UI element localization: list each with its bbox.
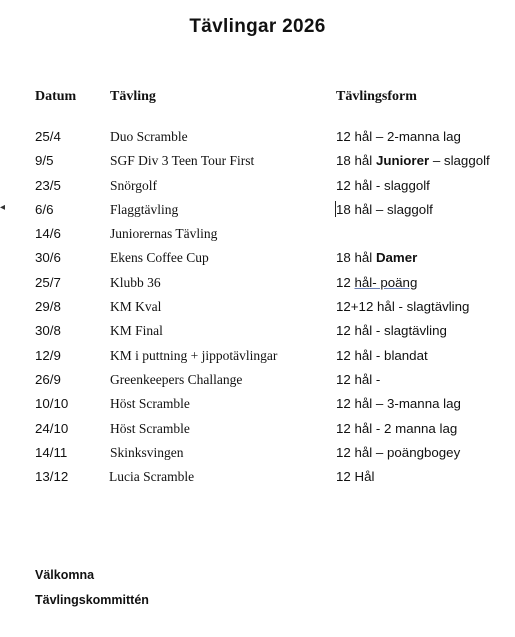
date-cell: 10/10	[35, 396, 69, 412]
table-row	[0, 198, 515, 222]
date-cell: 13/12	[35, 469, 69, 485]
date-cell: 24/10	[35, 420, 69, 436]
competition-cell: Ekens Coffee Cup	[110, 250, 209, 266]
competition-cell: Juniorernas Tävling	[110, 226, 218, 242]
competition-cell: Lucia Scramble	[109, 469, 195, 485]
table-row	[0, 465, 515, 489]
competition-cell: KM Kval	[110, 299, 162, 315]
date-cell: 14/6	[35, 226, 61, 242]
margin-mark-icon: ◂	[0, 201, 6, 213]
format-cell: 12 hål -	[336, 371, 381, 387]
date-cell: 9/5	[35, 153, 54, 169]
format-cell: 12 hål – poängbogey	[336, 444, 461, 460]
header-format: Tävlingsform	[336, 89, 417, 104]
date-cell: 30/6	[35, 250, 61, 266]
date-cell: 12/9	[35, 347, 61, 363]
format-cell: 12 hål – 2-manna lag	[336, 129, 461, 144]
format-cell: 12 hål - slaggolf	[336, 177, 430, 193]
date-cell: 14/11	[35, 444, 68, 460]
competition-cell: SGF Div 3 Teen Tour First	[110, 153, 255, 169]
table-row	[0, 392, 515, 416]
format-cell: 18 hål Damer	[336, 250, 418, 266]
format-cell: 12 hål - blandat	[336, 347, 428, 363]
table-row	[0, 368, 515, 392]
competition-cell: Duo Scramble	[110, 129, 188, 144]
date-cell: 25/4	[35, 129, 61, 144]
competition-cell: KM Final	[110, 323, 163, 339]
table-row	[0, 271, 515, 295]
format-cell: 12 Hål	[336, 469, 375, 485]
competition-cell: Höst Scramble	[110, 396, 190, 412]
table-row	[0, 246, 515, 270]
table-row	[0, 319, 515, 343]
format-cell: 12 hål - slagtävling	[336, 323, 447, 339]
competition-cell: KM i puttning + jippotävlingar	[110, 347, 278, 363]
format-bold-text: Juniorer	[375, 153, 430, 169]
header-competition: Tävling	[110, 89, 156, 104]
competition-cell: Höst Scramble	[110, 420, 190, 436]
schedule-table	[0, 125, 515, 489]
format-cell: 18 hål Juniorer – slaggolf	[336, 153, 490, 169]
date-cell: 30/8	[35, 323, 61, 339]
table-row	[0, 417, 515, 441]
competition-cell: Snörgolf	[110, 177, 158, 193]
committee-signature: Tävlingskommittén	[35, 593, 149, 607]
competition-cell: Klubb 36	[110, 274, 161, 290]
table-row	[0, 441, 515, 465]
welcome-text: Välkomna	[35, 568, 95, 582]
page-title: Tävlingar 2026	[189, 16, 326, 37]
table-row	[0, 222, 515, 246]
format-bold-text: Damer	[375, 250, 418, 266]
format-cell: 12 hål – 3-manna lag	[336, 396, 461, 412]
date-cell: 26/9	[35, 371, 61, 387]
format-cell: 12+12 hål - slagtävling	[336, 299, 470, 315]
competition-cell: Flaggtävling	[110, 201, 179, 217]
header-date: Datum	[35, 89, 77, 104]
competition-cell: Skinksvingen	[110, 444, 184, 460]
table-row	[0, 125, 515, 149]
date-cell: 25/7	[35, 274, 61, 290]
table-row	[0, 295, 515, 319]
underlined-text[interactable]: hål- poäng	[354, 274, 418, 290]
format-cell: 12 hål - 2 manna lag	[336, 420, 458, 436]
format-cell: 12 hål- poäng	[336, 274, 418, 290]
date-cell: 6/6	[35, 201, 54, 217]
date-cell: 29/8	[35, 299, 61, 315]
format-cell[interactable]: 18 hål – slaggolf	[336, 201, 433, 217]
table-row	[0, 344, 515, 368]
table-row	[0, 174, 515, 198]
competition-cell: Greenkeepers Challange	[110, 371, 243, 387]
table-row	[0, 149, 515, 173]
date-cell: 23/5	[35, 177, 61, 193]
